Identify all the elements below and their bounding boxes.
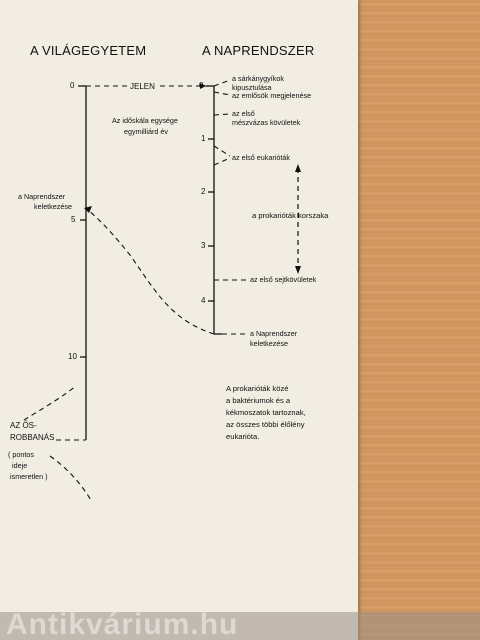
event-dinosaurs-2: kipusztulása — [232, 83, 272, 92]
universe-solar-system-label-1: a Naprendszer — [18, 192, 66, 201]
universe-tick-label-10: 10 — [68, 352, 77, 361]
solar-tick-label-4: 4 — [201, 296, 206, 305]
event-prokaryote-era: a prokarióták korszaka — [252, 211, 329, 220]
event-mammals: az emlősök megjelenése — [232, 91, 312, 100]
heading-solar-system: A NAPRENDSZER — [202, 43, 315, 58]
event-first-eukaryotes: az első eukarióták — [232, 153, 290, 162]
arrowhead-down — [295, 266, 301, 274]
event-dinosaurs-1: a sárkánygyíkok — [232, 74, 284, 83]
event-limestone-2: mészvázas kövületek — [232, 118, 301, 127]
big-bang-label-1: AZ ŐS- — [10, 421, 37, 430]
universe-tick-label-5: 5 — [71, 215, 76, 224]
solar-tick-label-3: 3 — [201, 241, 206, 250]
unit-note-2: egymilliárd év — [124, 127, 168, 136]
heading-universe: A VILÁGEGYETEM — [30, 43, 147, 58]
dash-dinosaurs — [214, 80, 230, 86]
arrowhead-solar-origin — [84, 206, 92, 213]
dash-eukaryote-a — [214, 146, 230, 156]
event-solar-origin-2: keletkezése — [250, 339, 288, 348]
note-line-4: az összes többi élőlény — [226, 420, 305, 429]
universe-tick-label-0: 0 — [70, 81, 75, 90]
universe-solar-system-label-2: keletkezése — [34, 202, 72, 211]
dash-mammals — [214, 92, 230, 95]
arrowhead-up — [295, 164, 301, 172]
solar-tick-label-2: 2 — [201, 187, 206, 196]
big-bang-note-3: ismeretlen ) — [10, 472, 48, 481]
event-first-cell-fossils: az első sejtkövületek — [250, 275, 317, 284]
note-line-3: kékmoszatok tartoznak, — [226, 408, 306, 417]
dash-big-bang-upper — [24, 386, 76, 420]
note-line-5: eukarióta. — [226, 432, 260, 441]
solar-tick-label-0: 0 — [199, 81, 204, 90]
event-limestone-1: az első — [232, 109, 255, 118]
unit-note-1: Az időskála egysége — [112, 116, 178, 125]
solar-tick-label-1: 1 — [201, 134, 206, 143]
dash-curve-solar-origin — [88, 210, 214, 334]
now-label: JELEN — [130, 82, 155, 91]
dash-eukaryote-b — [214, 158, 230, 165]
note-line-2: a baktériumok és a — [226, 396, 291, 405]
dash-limestone — [214, 114, 230, 115]
event-solar-origin-1: a Naprendszer — [250, 329, 298, 338]
dash-big-bang-lower — [50, 456, 92, 502]
big-bang-note-2: ideje — [12, 461, 28, 470]
watermark: Antikvárium.hu — [6, 608, 239, 640]
big-bang-label-2: ROBBANÁS — [10, 433, 55, 442]
note-line-1: A prokarióták közé — [226, 384, 289, 393]
cardboard-background — [352, 0, 480, 640]
big-bang-note-1: ( pontos — [8, 450, 34, 459]
